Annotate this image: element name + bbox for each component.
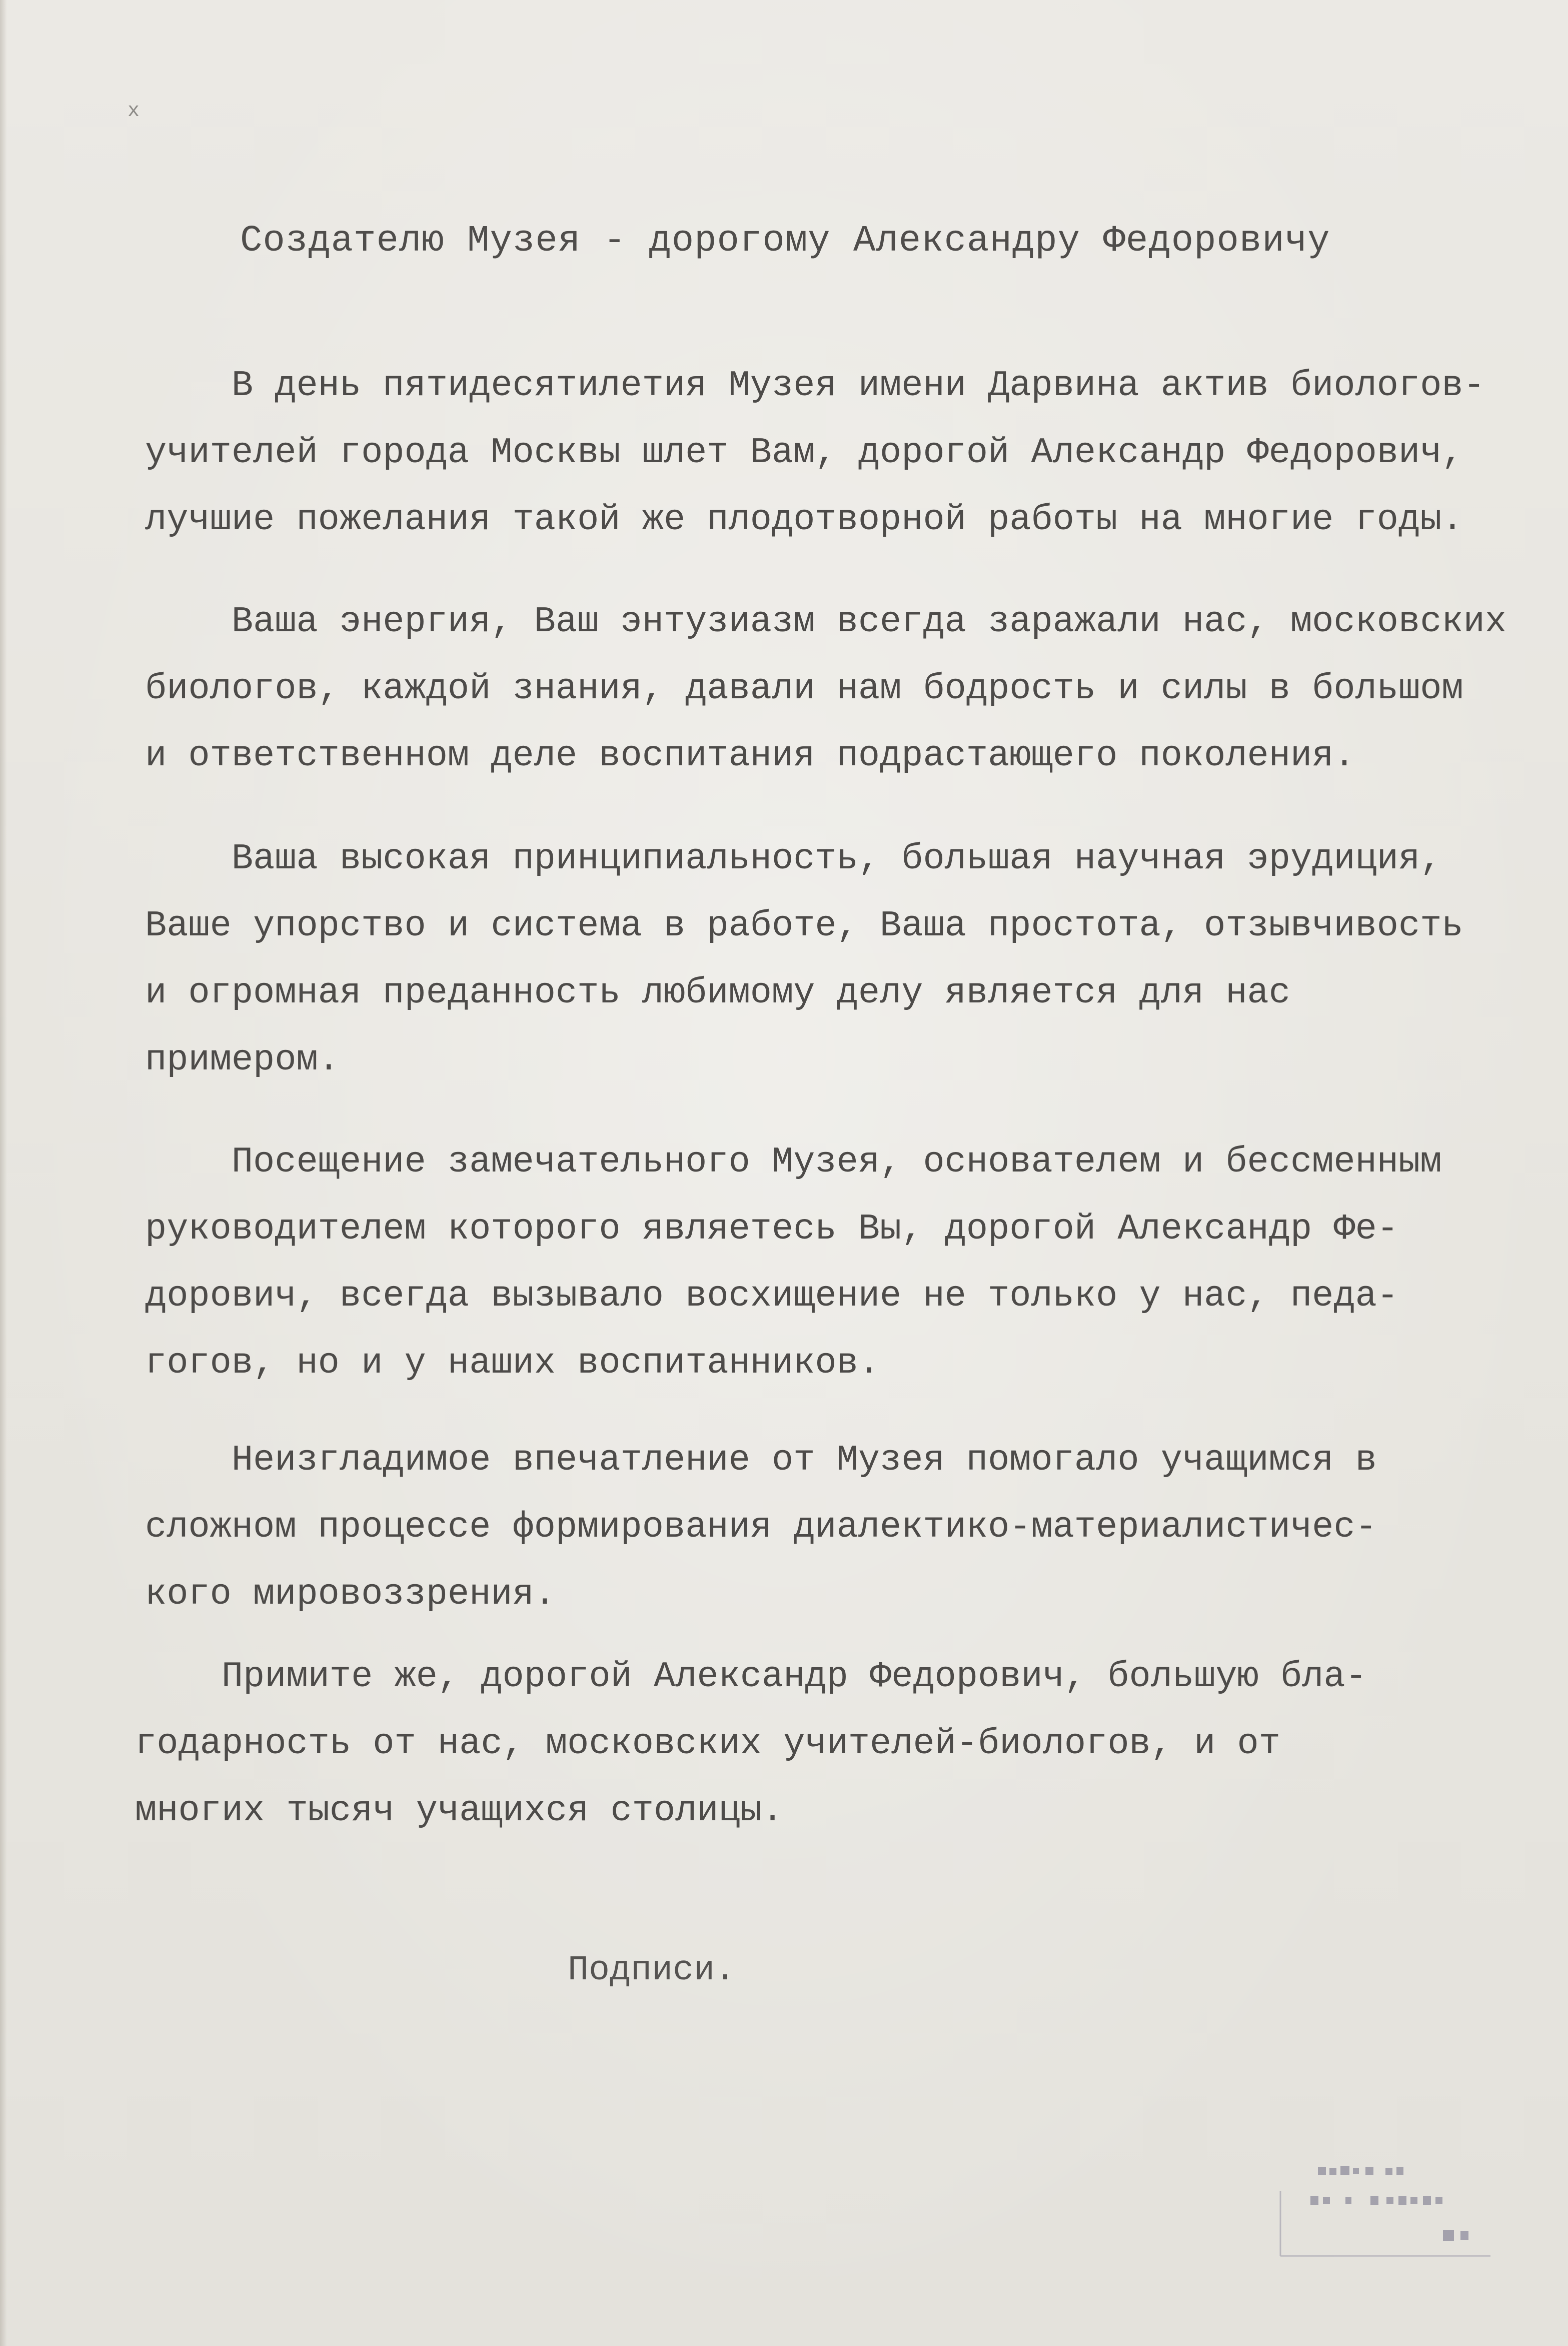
paragraph-1: В день пятидесятилетия Музея имени Дарвина актив биологов- учителей города Москвы шлет Вам, дорогой Александр Федорович, лучшие пожелания такой же плодотворной работы на многие годы. [145,365,1485,540]
corner-mark: x [128,100,140,123]
page-edge-shadow [0,0,7,2346]
paragraph-3: Ваша высокая принципиальность, большая научная эрудиция, Ваше упорство и система в работе, Ваша простота, отзывчивость и огромная преданность любимому делу является для нас примером. [145,838,1463,1080]
paragraph-4: Посещение замечательного Музея, основателем и бессменным руководителем которого являетесь Вы, дорогой Александр Фе- дорович, всегда вызывало восхищение не только у нас, педа- гогов, но и у наших воспитанников. [145,1141,1442,1384]
paragraph-5: Неизгладимое впечатление от Музея помогало учащимся в сложном процессе формирования диалектико-материалистичес- кого мировоззрения. [145,1440,1377,1615]
paragraph-2: Ваша энергия, Ваш энтузиазм всегда заражали нас, московских биологов, каждой знания, давали нам бодрость и силы в большом и ответственном деле воспитания подрастающего поколения. [145,601,1507,776]
archive-stamp-icon [1270,2161,1500,2261]
paragraph-6: Примите же, дорогой Александр Федорович, большую бла- годарность от нас, московских учителей-биологов, и от многих тысяч учащихся столицы. [135,1656,1367,1831]
document-title: Создателю Музея - дорогому Александру Федоровичу [240,220,1330,262]
signature-line: Подписи. [568,1951,736,1990]
